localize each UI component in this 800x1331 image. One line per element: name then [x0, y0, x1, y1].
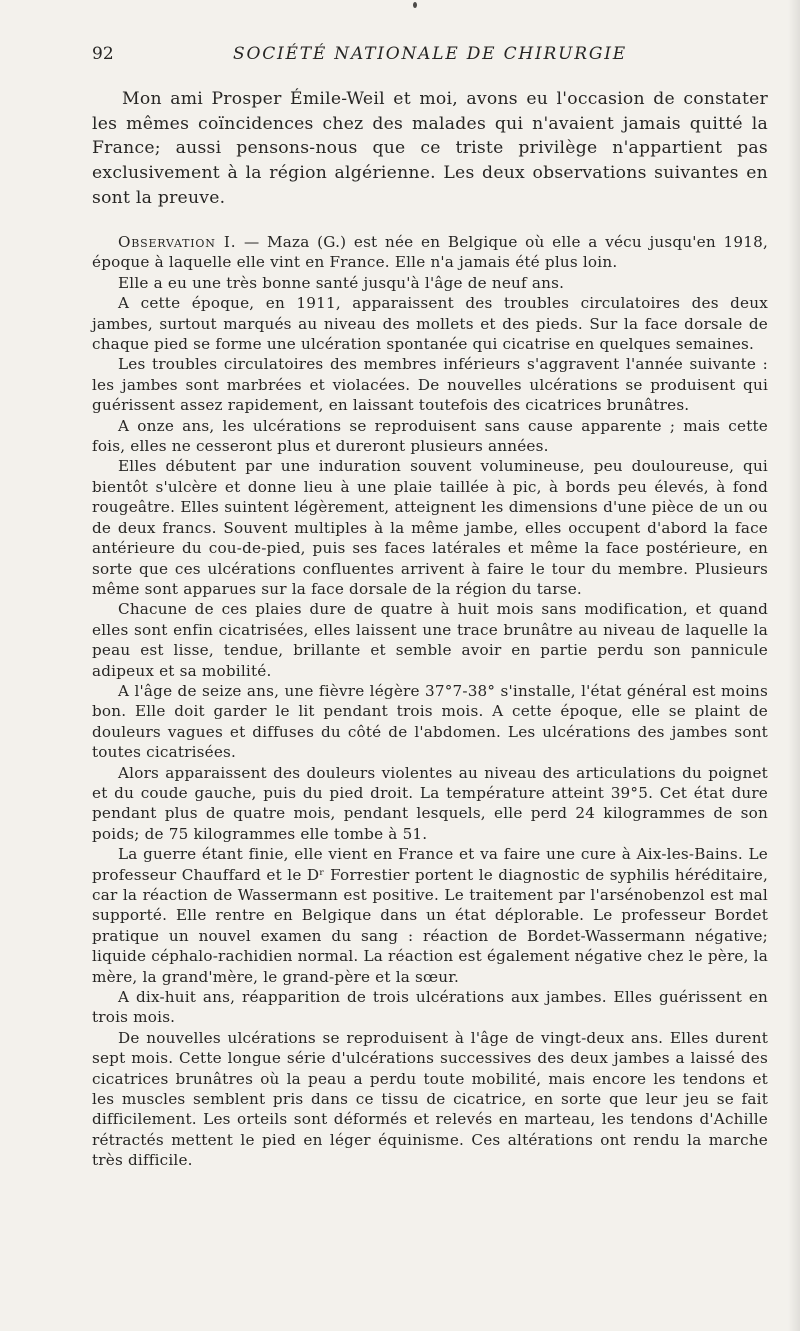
observation-paragraph: La guerre étant finie, elle vient en France et va faire une cure à Aix-les-Bains. Le professeur Chauffard et le Dʳ Forrestier portent le diagnostic de syphilis héréditaire, car la réaction de Wassermann est positive. Le traitement par l'arsénobenzol est mal supporté. Elle rentre en Belgique dans un état déplorable. Le professeur Bordet pratique un nouvel examen du sang : réaction de Bordet-Wassermann négative; liquide céphalo-rachidien normal. La réaction est également négative chez le père, la mère, la grand'mère, le grand-père et la sœur.	[92, 845, 768, 986]
observation-paragraph: A dix-huit ans, réapparition de trois ulcérations aux jambes. Elles guérissent en trois mois.	[92, 988, 768, 1027]
observation-label: Observation I.	[118, 233, 237, 251]
observation-opening	[92, 232, 768, 273]
intro-paragraph	[92, 87, 768, 211]
running-title: SOCIÉTÉ NATIONALE DE CHIRURGIE	[233, 44, 627, 64]
page-edge-shadow	[788, 0, 800, 1331]
observation-paragraph: Les troubles circulatoires des membres inférieurs s'aggravent l'année suivante : les jambes sont marbrées et violacées. De nouvelles ulcérations se produisent qui guérissent assez rapidement, en laissant toutefois des cicatrices brunâtres.	[92, 355, 768, 415]
observation-opening-text: — Maza (G.) est née en Belgique où elle a vécu jusqu'en 1918, époque à laquelle elle vint en France. Elle n'a jamais été plus loin.	[92, 233, 768, 272]
observation-paragraph: Elles débutent par une induration souvent volumineuse, peu douloureuse, qui bientôt s'ulcère et donne lieu à une plaie taillée à pic, à bords peu élevés, à fond rougeâtre. Elles suintent légèrement, atteignent les dimensions d'une pièce de un ou de deux francs. Souvent multiples à la même jambe, elles occupent d'abord la face antérieure du cou-de-pied, puis ses faces latérales et même la face postérieure, en sorte que ces ulcérations confluentes arrivent à faire le tour du membre. Plusieurs même sont apparues sur la face dorsale de la région du tarse.	[92, 457, 768, 598]
print-speck	[413, 2, 417, 8]
observation-paragraph: Elle a eu une très bonne santé jusqu'à l'âge de neuf ans.	[118, 273, 565, 292]
observation-paragraph: Chacune de ces plaies dure de quatre à huit mois sans modification, et quand elles sont enfin cicatrisées, elles laissent une trace brunâtre au niveau de laquelle la peau est lisse, tendue, brillante et semble avoir en partie perdu son pannicule adipeux et sa mobilité.	[92, 600, 768, 680]
observation-section	[92, 232, 768, 1171]
observation-paragraph: De nouvelles ulcérations se reproduisent à l'âge de vingt-deux ans. Elles durent sept mois. Cette longue série d'ulcérations successives des deux jambes a laissé des cicatrices brunâtres où la peau a perdu toute mobilité, mais encore les tendons et les muscles semblent pris dans ce tissu de cicatrice, en sorte que leur jeu se fait difficilement. Les orteils sont déformés et relevés en marteau, les tendons d'Achille rétractés mettent le pied en léger équinisme. Ces altérations ont rendu la marche très difficile.	[92, 1028, 768, 1170]
page-header	[92, 44, 768, 66]
observation-paragraph: A l'âge de seize ans, une fièvre légère 37°7-38° s'installe, l'état général est moins bon. Elle doit garder le lit pendant trois mois. A cette époque, elle se plaint de douleurs vagues et diffuses du côté de l'abdomen. Les ulcérations des jambes sont toutes cicatrisées.	[92, 681, 768, 762]
observation-paragraph: A onze ans, les ulcérations se reproduisent sans cause apparente ; mais cette fois, elles ne cesseront plus et dureront plusieurs années.	[92, 416, 768, 456]
observation-paragraph: A cette époque, en 1911, apparaissent des troubles circulatoires des deux jambes, surtout marqués au niveau des mollets et des pieds. Sur la face dorsale de chaque pied se forme une ulcération spontanée qui cicatrise en quelques semaines.	[92, 294, 768, 354]
page-number: 92	[92, 44, 114, 64]
observation-paragraph: Alors apparaissent des douleurs violentes au niveau des articulations du poignet et du coude gauche, puis du pied droit. La température atteint 39°5. Cet état dure pendant plus de quatre mois, pendant lesquels, elle perd 24 kilogrammes de son poids; de 75 kilogrammes elle tombe à 51.	[92, 763, 768, 843]
intro-text: Mon ami Prosper Émile-Weil et moi, avons eu l'occasion de constater les mêmes coïncidences chez des malades qui n'avaient jamais quitté la France; aussi pensons-nous que ce triste privilège n'appartient pas exclusivement à la région algérienne. Les deux observations suivantes en sont la preuve.	[92, 89, 768, 208]
